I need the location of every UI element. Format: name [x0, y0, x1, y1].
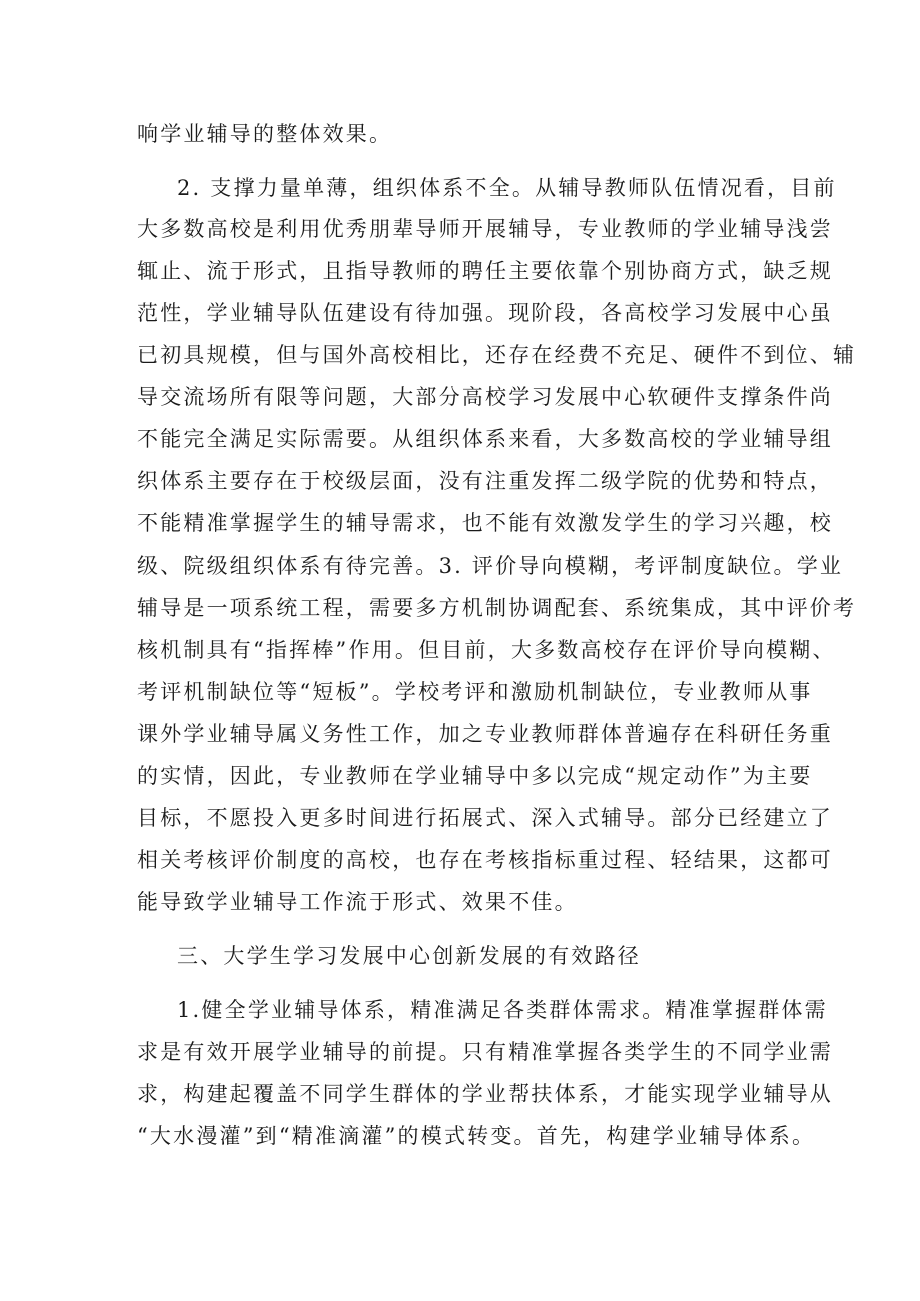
text-line: 求，构建起覆盖不同学生群体的学业帮扶体系，才能实现学业辅导从 [137, 1082, 833, 1106]
text-line: 辅导是一项系统工程，需要多方机制协调配套、系统集成，其中评价考 [137, 596, 857, 620]
text-line: 核机制具有“指挥棒”作用。但目前，大多数高校存在评价导向模糊、 [137, 638, 836, 662]
text-line: 不能完全满足实际需要。从组织体系来看，大多数高校的学业辅导组 [137, 427, 833, 451]
text-line: 能导致学业辅导工作流于形式、效果不佳。 [137, 890, 578, 914]
text-line: 目标，不愿投入更多时间进行拓展式、深入式辅导。部分已经建立了 [137, 806, 833, 830]
text-line: 课外学业辅导属义务性工作，加之专业教师群体普遍存在科研任务重 [137, 722, 833, 746]
text-line: 的实情，因此，专业教师在学业辅导中多以完成“规定动作”为主要 [137, 764, 813, 788]
text-line: 已初具规模，但与国外高校相比，还存在经费不充足、硬件不到位、辅 [137, 343, 857, 367]
paragraph-start-line: 2. 支撑力量单薄，组织体系不全。从辅导教师队伍情况看，目前 [177, 176, 837, 200]
text-line: 响学业辅导的整体效果。 [137, 122, 393, 146]
text-line: 求是有效开展学业辅导的前提。只有精准掌握各类学生的不同学业需 [137, 1040, 833, 1064]
text-line: 辄止、流于形式，且指导教师的聘任主要依靠个别协商方式，缺乏规 [137, 259, 833, 283]
text-line: 导交流场所有限等问题，大部分高校学习发展中心软硬件支撑条件尚 [137, 385, 833, 409]
paragraph-start-line: 1.健全学业辅导体系，精准满足各类群体需求。精准掌握群体需 [177, 998, 828, 1022]
text-line: 级、院级组织体系有待完善。3. 评价导向模糊，考评制度缺位。学业 [137, 554, 844, 578]
text-line: 大多数高校是利用优秀朋辈导师开展辅导，专业教师的学业辅导浅尝 [137, 217, 833, 241]
text-line: 相关考核评价制度的高校，也存在考核指标重过程、轻结果，这都可 [137, 848, 833, 872]
text-line: “大水漫灌”到“精准滴灌”的模式转变。首先，构建学业辅导体系。 [137, 1124, 816, 1148]
text-line: 范性，学业辅导队伍建设有待加强。现阶段，各高校学习发展中心虽 [137, 301, 833, 325]
text-line: 考评机制缺位等“短板”。学校考评和激励机制缺位，专业教师从事 [137, 680, 813, 704]
text-line: 织体系主要存在于校级层面，没有注重发挥二级学院的优势和特点， [137, 469, 833, 493]
section-heading: 三、大学生学习发展中心创新发展的有效路径 [177, 944, 641, 968]
text-line: 不能精准掌握学生的辅导需求，也不能有效激发学生的学习兴趣，校 [137, 511, 833, 535]
